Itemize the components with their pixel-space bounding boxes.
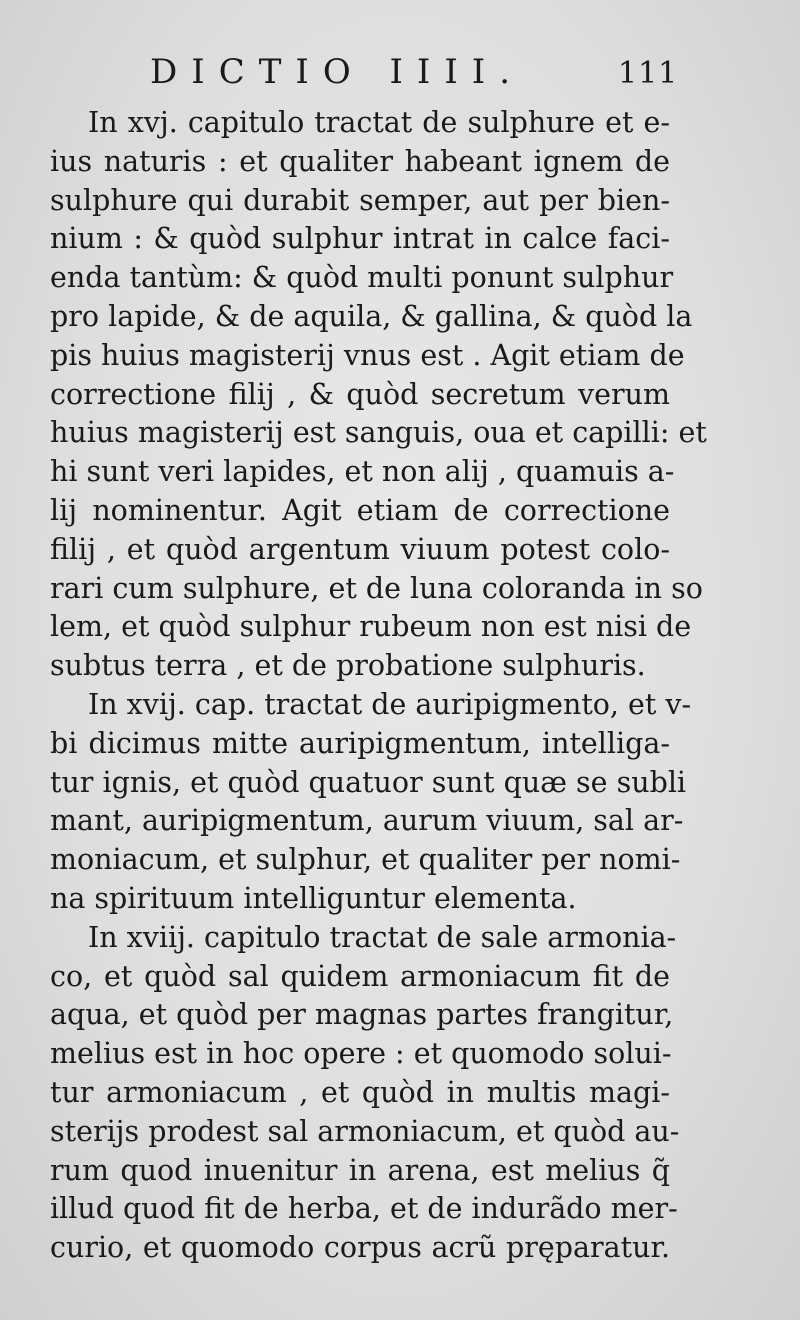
text-line: In xvij. cap. tractat de auripigmento, et v-	[88, 687, 692, 721]
text-line: correctione filij , & quòd secretum verum	[50, 377, 670, 411]
text-line: enda tantùm: & quòd multi ponunt sulphur	[50, 261, 674, 295]
text-line: sterijs prodest sal armoniacum, et quòd au-	[50, 1114, 680, 1148]
text-line: illud quod fit de herba, et de indurãdo mer-	[50, 1192, 678, 1226]
text-line: pro lapide, & de aquila, & gallina, & quòd la	[50, 299, 693, 333]
text-line: lij nominentur. Agit etiam de correctione	[50, 493, 670, 527]
text-line: co, et quòd sal quidem armoniacum fit de	[50, 959, 670, 993]
text-line: curio, et quomodo corpus acrũ pręparatur.	[50, 1231, 670, 1265]
text-line: pis huius magisterij vnus est . Agit etiam de	[50, 338, 685, 372]
page-number: 111	[618, 56, 679, 91]
text-line: aqua, et quòd per magnas partes frangitur,	[50, 998, 674, 1032]
text-line: lem, et quòd sulphur rubeum non est nisi de	[50, 610, 692, 644]
text-line: hi sunt veri lapides, et non alij , quamuis a-	[50, 455, 675, 489]
text-line: In xviij. capitulo tractat de sale armonia-	[88, 920, 677, 954]
body-text	[50, 104, 707, 1268]
text-line: sulphure qui durabit semper, aut per bien-	[50, 183, 670, 217]
running-head	[0, 52, 800, 92]
text-line: In xvj. capitulo tractat de sulphure et e-	[88, 106, 670, 139]
text-line: bi dicimus mitte auripigmentum, intelliga-	[50, 726, 670, 760]
text-line: mant, auripigmentum, aurum viuum, sal ar-	[50, 804, 684, 838]
text-line: melius est in hoc opere : et quomodo solui-	[50, 1037, 672, 1071]
section-title: DICTIO IIII.	[150, 52, 525, 92]
text-line: subtus terra , et de probatione sulphuris.	[50, 649, 646, 683]
text-line: moniacum, et sulphur, et qualiter per nomi-	[50, 843, 681, 877]
text-line: rum quod inuenitur in arena, est melius q̃	[50, 1153, 670, 1187]
text-line: huius magisterij est sanguis, oua et capilli: et	[50, 416, 707, 450]
text-line: tur ignis, et quòd quatuor sunt quæ se subli	[50, 765, 687, 799]
text-line: ius naturis : et qualiter habeant ignem de	[50, 144, 670, 178]
text-line: tur armoniacum , et quòd in multis magi-	[50, 1075, 670, 1109]
text-line: filij , et quòd argentum viuum potest colo-	[50, 532, 670, 566]
text-line: na spirituum intelliguntur elementa.	[50, 881, 577, 915]
text-line: rari cum sulphure, et de luna coloranda in so	[50, 571, 703, 605]
text-line: nium : & quòd sulphur intrat in calce faci-	[50, 222, 670, 256]
